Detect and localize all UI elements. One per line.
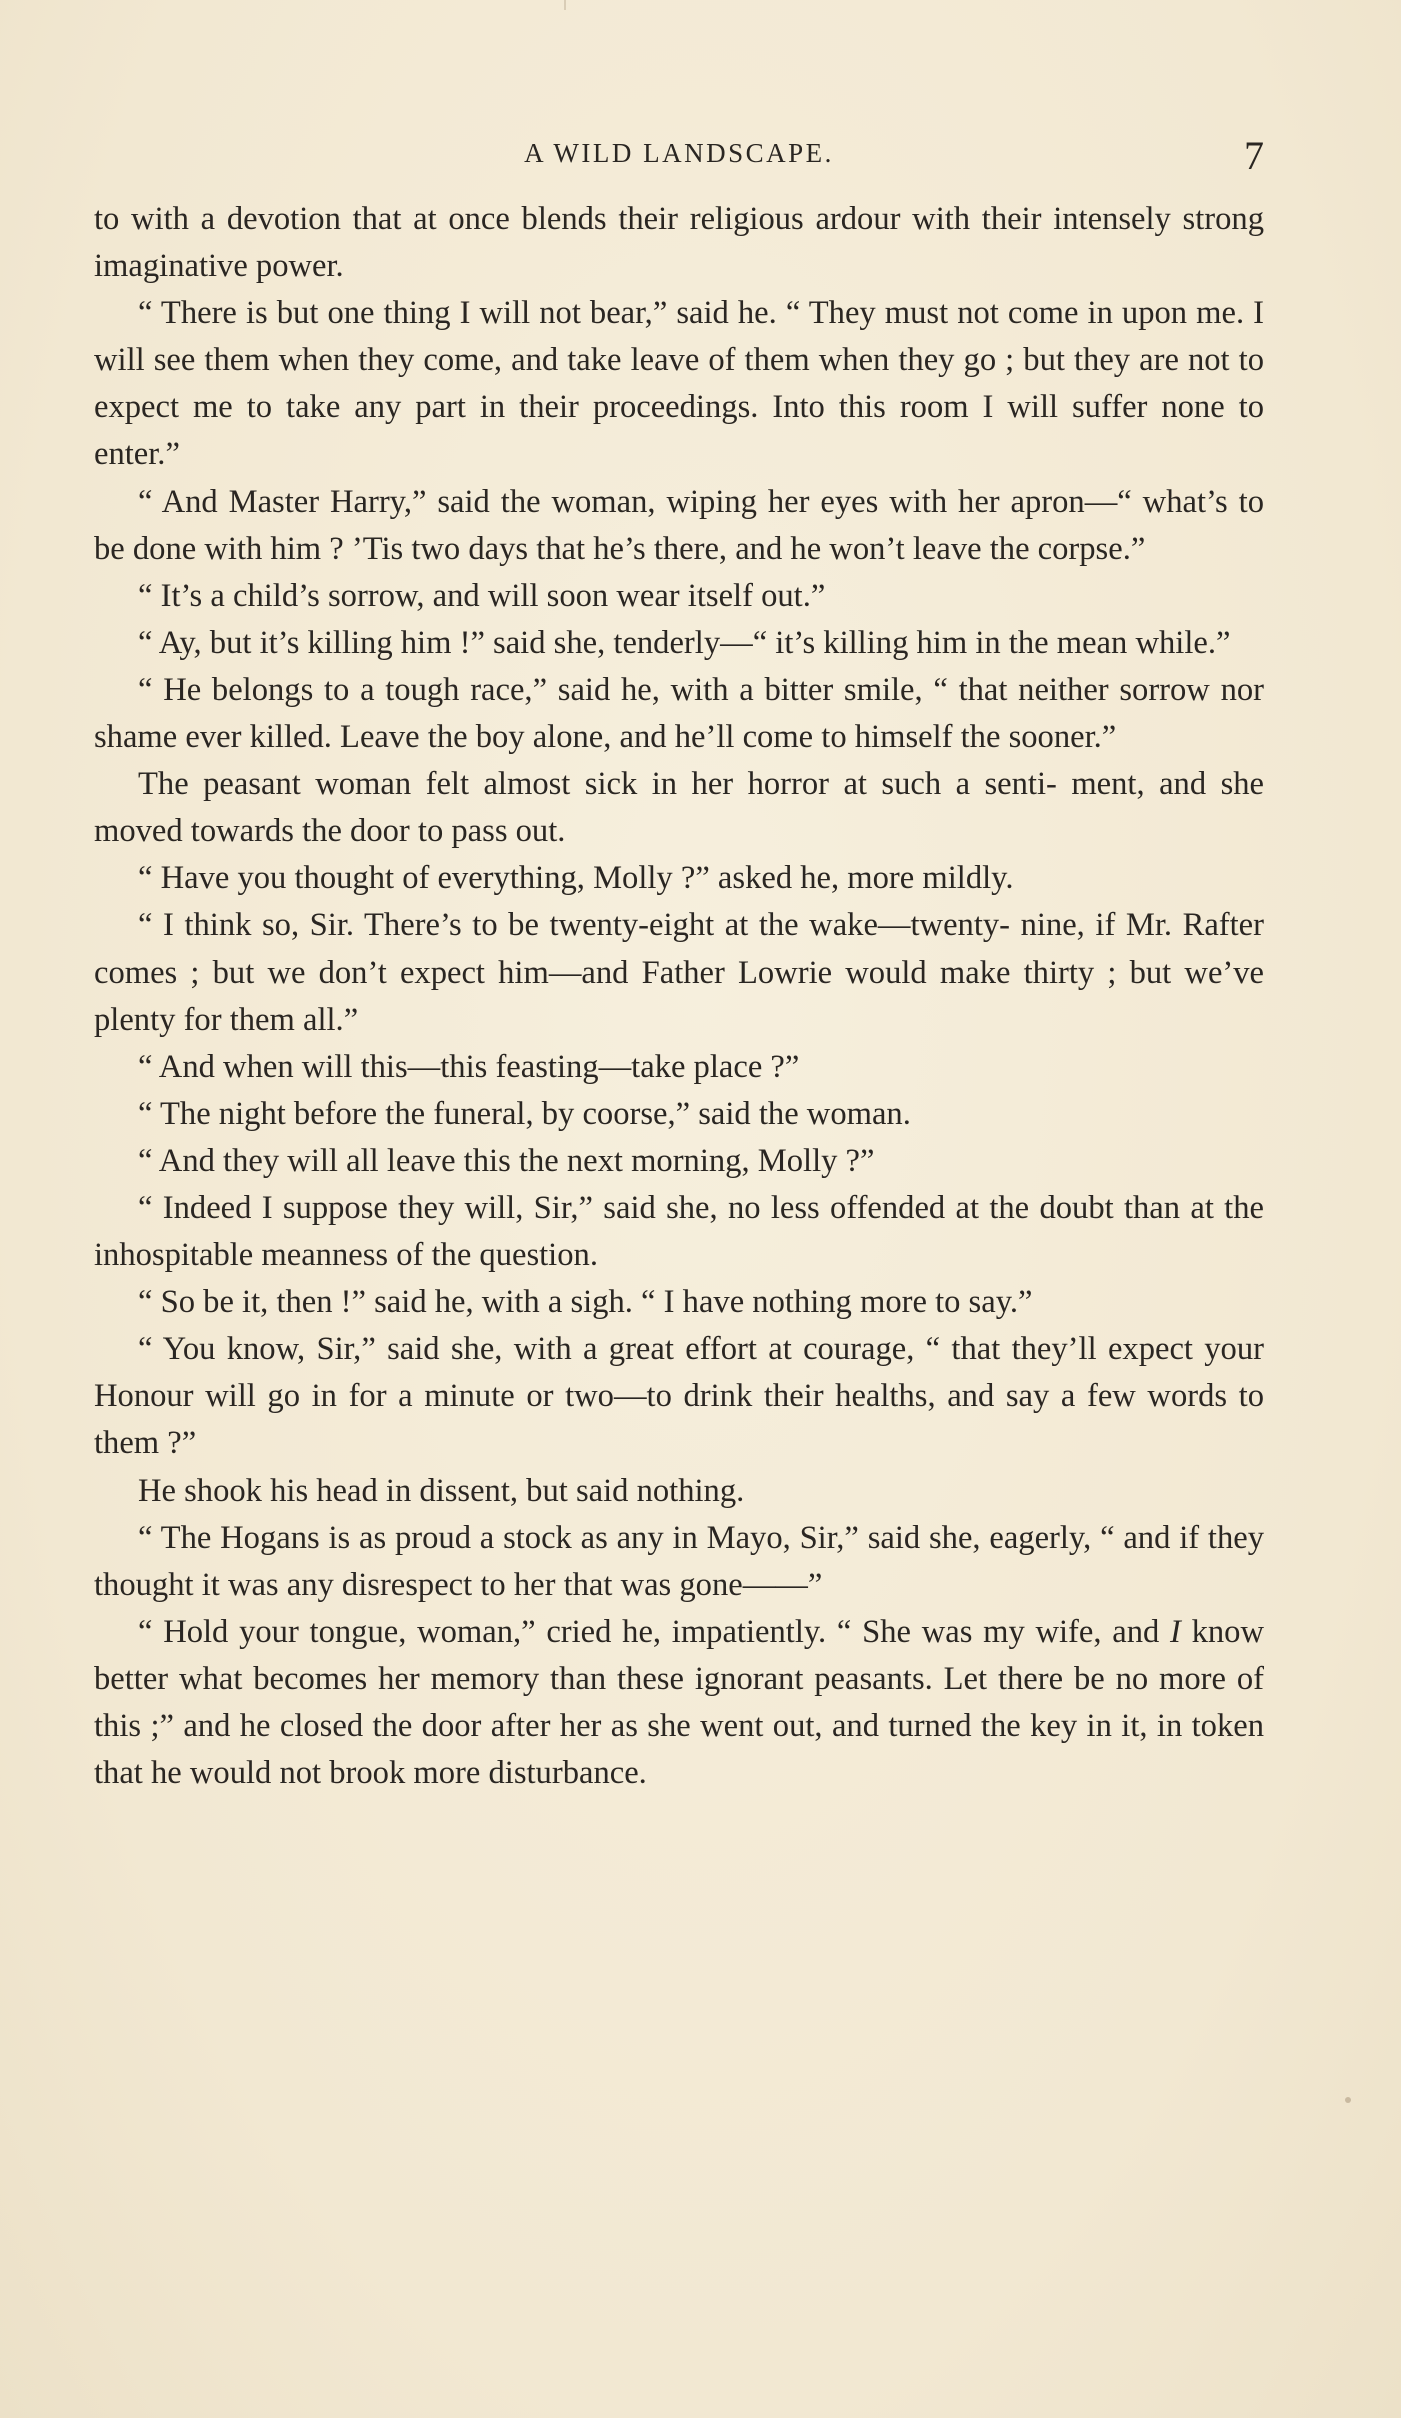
paragraph-13: “ Indeed I suppose they will, Sir,” said she, no less offended at the doubt than at the inhospitable meanness of the question. [94, 1189, 1264, 1274]
paragraph-12: “ And they will all leave this the next morning, Molly ?” [138, 1142, 875, 1179]
running-head [94, 132, 1264, 182]
emphasized-word: I [1170, 1613, 1181, 1650]
top-mark [564, 0, 566, 10]
paragraph-5: “ Ay, but it’s killing him !” said she, tenderly—“ it’s killing him in the mean while.” [138, 624, 1231, 661]
paragraph-18-end: know better what becomes her memory than these ignorant peasants. Let there be no more of this ;” and he closed the door after her as she went out, and turned the key in it, in token that he would not brook more disturbance. [94, 1613, 1265, 1792]
paper-speck [1345, 2097, 1351, 2103]
paragraph-15: “ You know, Sir,” said she, with a great effort at courage, “ that they’ll expect your Honour will go in for a minute or two—to drink their healths, and say a few words to them ?” [94, 1331, 1264, 1462]
paragraph-9: “ I think so, Sir. There’s to be twenty-eight at the wake—twenty- nine, if Mr. Rafter comes ; but we don’t expect him—and Father Lowrie would make thirty ; but we’ve plenty for them all.” [94, 907, 1264, 1038]
paragraph-3: “ And Master Harry,” said the woman, wiping her eyes with her apron—“ what’s to be done with him ? ’Tis two days that he’s there, and he won’t leave the corpse.” [94, 483, 1264, 567]
paragraph-18-start: “ Hold your tongue, woman,” cried he, impatiently. “ She was my wife, and [138, 1613, 1171, 1650]
paragraph-1: to with a devotion that at once blends their religious ardour with their intensely strong imaginative power. [94, 201, 1264, 285]
paragraph-18 [94, 1609, 1264, 1797]
paragraph-16: He shook his head in dissent, but said nothing. [138, 1472, 745, 1509]
paragraph-6: “ He belongs to a tough race,” said he, with a bitter smile, “ that neither sorrow nor shame ever killed. Leave the boy alone, and he’ll come to himself the sooner.” [94, 671, 1264, 756]
page-number: 7 [1244, 133, 1264, 178]
body-text [94, 196, 1264, 1797]
paragraph-11: “ The night before the funeral, by coorse,” said the woman. [138, 1095, 911, 1132]
paragraph-4: “ It’s a child’s sorrow, and will soon wear itself out.” [138, 577, 826, 614]
running-title: A WILD LANDSCAPE. [524, 138, 834, 168]
paragraph-10: “ And when will this—this feasting—take place ?” [138, 1048, 800, 1085]
paragraph-17: “ The Hogans is as proud a stock as any in Mayo, Sir,” said she, eagerly, “ and if they thought it was any disrespect to her that was gone——” [94, 1519, 1264, 1603]
paragraph-2: “ There is but one thing I will not bear,” said he. “ They must not come in upon me. I will see them when they come, and take leave of them when they go ; but they are not to expect me to take any part in their proceedings. Into this room I will suffer none to enter.” [94, 295, 1264, 473]
paragraph-14: “ So be it, then !” said he, with a sigh. “ I have nothing more to say.” [138, 1284, 1033, 1321]
paragraph-7: The peasant woman felt almost sick in her horror at such a senti- ment, and she moved towards the door to pass out. [94, 766, 1264, 850]
paragraph-8: “ Have you thought of everything, Molly ?” asked he, more mildly. [138, 860, 1014, 897]
